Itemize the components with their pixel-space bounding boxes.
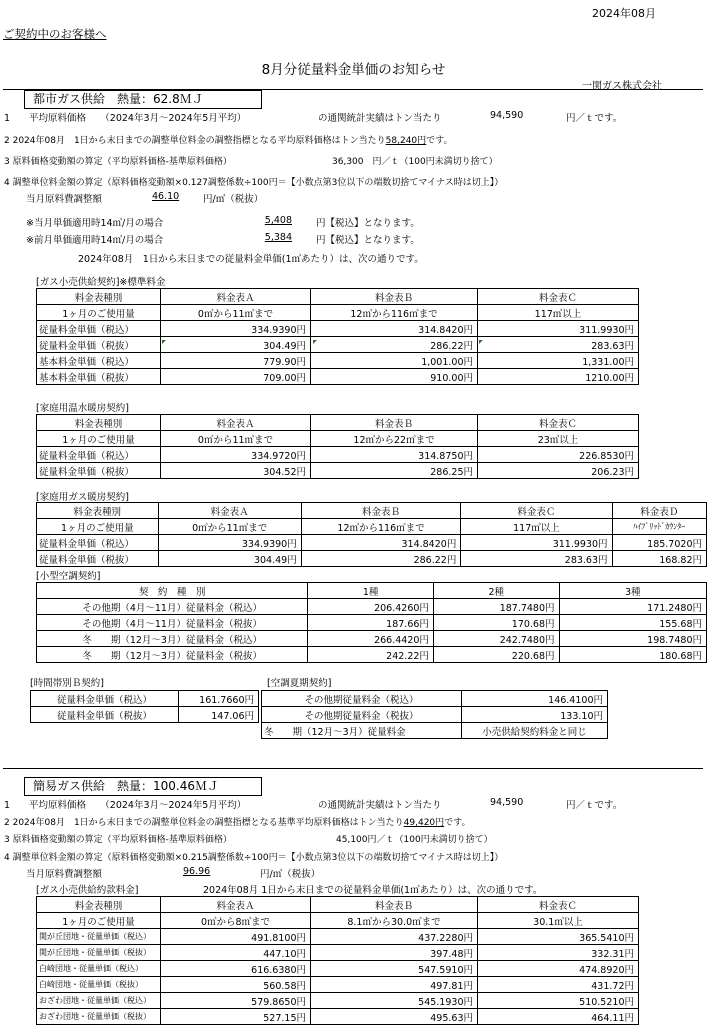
simple-line-2: 2 2024年08月 1日から末日までの調整単位料金の調整指標となる基準平均原料価格はトン当たり49,420円です。 [4,818,471,828]
table-row [37,929,639,945]
table-cell: 0㎥から11㎥まで [161,431,311,447]
table-cell: 30.1㎥以上 [478,913,639,929]
row-label-cell: 従量料金単価（税込） [37,535,159,551]
table-header-row [37,897,639,913]
table-header-cell: 料金表Ｂ [311,415,478,431]
row-label-cell: 従量料金単価（税抜） [37,551,159,567]
table-simple [36,896,639,1025]
table-row [37,551,707,567]
table-row [262,707,608,723]
row-label-cell: 1ヶ月のご使用量 [37,519,159,535]
table-cell: 180.68円 [559,647,706,663]
table-cell: 447.10円 [161,945,311,961]
table-cell: 12㎥から22㎥まで [311,431,478,447]
document-date: 2024年08月 [592,7,656,20]
table-header-cell: 3種 [559,583,706,599]
table-cell: 117㎥以上 [461,519,612,535]
table-header-cell: 料金表種別 [37,289,161,305]
table-cell: 226.8530円 [478,447,639,463]
table-time-b [30,690,259,723]
table-header-row [37,583,707,599]
table-cell: 334.9390円 [158,535,301,551]
simple-price-change: 45,100円／ｔ（100円未満切り捨て） [336,835,493,845]
table-row [37,321,639,337]
table-time-b-label: [時間帯別Ｂ契約] [30,678,104,689]
table-row [37,463,639,479]
table-row [37,961,639,977]
table-cell: 1210.00円 [478,369,639,385]
cell-marker-icon [162,340,166,344]
city-price-change: 36,300 円／ｔ（100円未満切り捨て） [332,157,498,167]
row-label-cell: 従量料金単価（税込） [37,321,161,337]
simple-line-1-d: 円／ｔです。 [566,800,623,811]
simple-adjust-unit: 円/㎥（税抜） [260,869,321,880]
row-label-cell: 従量料金単価（税込） [37,447,161,463]
table-cell: 365.5410円 [478,929,639,945]
table-row [37,431,639,447]
table-cell: 147.06円 [179,707,259,723]
table-summer-ac [261,690,608,739]
city-gas-heading: 都市ガス供給 熱量：62.8ＭＪ [24,90,262,109]
table-row [37,647,707,663]
table-header-row [37,415,639,431]
table-row [37,615,707,631]
table-cell: 187.7480円 [433,599,559,615]
table-header-cell: 料金表Ｃ [461,503,612,519]
table-header-row [31,691,259,707]
table-cell: 187.66円 [308,615,434,631]
table-gas-heating [36,502,707,567]
table-cell: 0㎥から11㎥まで [161,305,311,321]
table-cell: 242.7480円 [433,631,559,647]
table-hot-water-label: [家庭用温水暖房契約] [36,403,129,414]
table-row [37,1009,639,1025]
table-cell: 491.8100円 [161,929,311,945]
row-label-cell: 基本料金単価（税込） [37,353,161,369]
note-prev-label: ※前月単価適用時14㎥/月の場合 [26,235,164,246]
row-label-cell: その他期（4月～11月）従量料金（税込） [37,599,308,615]
simple-line-4: 4 調整単位料金額の算定（原料価格変動額×0.215調整係数÷100円＝【小数点第3位以下の端数切捨てマイナス時は切上】） [4,853,504,863]
row-label-cell: おざわ団地・従量単価（税抜） [37,1009,161,1025]
table-row [37,305,639,321]
row-label-cell: 白崎団地・従量単価（税抜） [37,977,161,993]
table-header-cell: 料金表種別 [37,503,159,519]
table-header-cell: 1種 [308,583,434,599]
table-cell: 545.1930円 [311,993,478,1009]
table-cell: ﾊｲﾌﾞﾘｯﾄﾞｶｳﾝﾀｰ [612,519,706,535]
table-header-cell: その他期従量料金（税込） [262,691,462,707]
table-cell: 474.8920円 [478,961,639,977]
cell-marker-icon [479,340,483,344]
section-divider [3,768,703,769]
table-row [37,519,707,535]
table-cell: 171.2480円 [559,599,706,615]
simple-adjust-label: 当月原料費調整額 [26,869,103,880]
table-cell: 286.22円 [311,337,478,353]
table-header-cell: 契 約 種 別 [37,583,308,599]
row-label-cell: 冬 期（12月～3月）従量料金（税込） [37,631,308,647]
table-cell: 286.25円 [311,463,478,479]
table-header-cell: 料金表Ａ [158,503,301,519]
company-name: 一関ガス株式会社 [582,81,662,92]
row-label-cell: 白崎団地・従量単価（税込） [37,961,161,977]
simple-base-price: 49,420円 [403,818,445,828]
table-cell: 616.6380円 [161,961,311,977]
table-cell: 155.68円 [559,615,706,631]
table-header-cell: 料金表種別 [37,415,161,431]
simple-avg-price: 94,590 [490,797,524,808]
table-standard [36,288,639,385]
table-row [37,913,639,929]
table-cell: 304.49円 [161,337,311,353]
table-cell: 560.58円 [161,977,311,993]
city-adjust-unit: 円/㎥（税抜） [203,194,264,205]
table-standard-label: [ガス小売供給契約]※標準料金 [36,277,166,288]
note-prev-value: 5,384 [264,232,292,243]
table-cell: 311.9930円 [478,321,639,337]
table-cell: 334.9390円 [161,321,311,337]
row-label-cell: 1ヶ月のご使用量 [37,431,161,447]
row-label-cell: 1ヶ月のご使用量 [37,913,161,929]
table-header-row [37,503,707,519]
table-cell: 12㎥から116㎥まで [311,305,478,321]
city-line-1-d: 円／ｔです。 [566,113,623,124]
table-header-cell: 料金表Ｂ [311,289,478,305]
city-adjust-label: 当月原料費調整額 [26,194,103,205]
table-cell: 397.48円 [311,945,478,961]
table-header-cell: 料金表Ｄ [612,503,706,519]
table-header-cell: 従量料金単価（税込） [31,691,179,707]
table-small-ac [36,582,707,663]
page-title: 8月分従量料金単価のお知らせ [261,62,446,78]
row-label-cell: おざわ団地・従量単価（税込） [37,993,161,1009]
cell-marker-icon [313,340,317,344]
table-small-ac-label: [小型空調契約] [36,571,101,582]
table-row [37,993,639,1009]
table-cell: 0㎥から8㎥まで [161,913,311,929]
city-line-3: 3 原料価格変動額の算定（平均原料価格-基準原料価格） [4,157,232,167]
table-row [37,631,707,647]
table-cell: 286.22円 [301,551,461,567]
table-cell: 206.4260円 [308,599,434,615]
table-cell: 206.23円 [478,463,639,479]
table-row [37,369,639,385]
table-cell: 266.4420円 [308,631,434,647]
table-cell: 709.00円 [161,369,311,385]
table-cell: 198.7480円 [559,631,706,647]
simple-line-1: 1 平均原料価格 （2024年3月～2024年5月平均） [4,800,247,811]
table-header-cell: 料金表Ａ [161,415,311,431]
table-header-cell: 料金表Ｂ [301,503,461,519]
table-header-cell: 料金表Ａ [161,289,311,305]
table-cell: 304.52円 [161,463,311,479]
table-cell: 311.9930円 [461,535,612,551]
table-cell: 779.90円 [161,353,311,369]
table-cell: 170.68円 [433,615,559,631]
row-label-cell: 基本料金単価（税抜） [37,369,161,385]
row-label-cell: 関が丘団地・従量単価（税抜） [37,945,161,961]
table-summer-ac-label: [空調夏期契約] [267,678,332,689]
city-line-4: 4 調整単位料金額の算定（原料価格変動額×0.127調整係数÷100円＝【小数点第3位以下の端数切捨てマイナス時は切上】） [4,178,504,188]
table-cell: 12㎥から116㎥まで [301,519,461,535]
table-cell: 314.8420円 [301,535,461,551]
table-cell: 1,001.00円 [311,353,478,369]
table-cell: 220.68円 [433,647,559,663]
table-cell: 495.63円 [311,1009,478,1025]
city-line-2: 2 2024年08月 1日から末日までの調整単位料金の調整指標となる平均原料価格はトン当たり58,240円です。 [4,136,453,146]
row-label-cell: 1ヶ月のご使用量 [37,305,161,321]
table-hot-water [36,414,639,479]
table-cell: 497.81円 [311,977,478,993]
table-header-cell: 料金表Ｂ [311,897,478,913]
table-cell: 332.31円 [478,945,639,961]
table-cell: 133.10円 [462,707,608,723]
table-row [37,599,707,615]
table-cell: 547.5910円 [311,961,478,977]
table-row [37,945,639,961]
simple-adjust-value: 96.96 [183,866,211,877]
row-label-cell: その他期（4月～11月）従量料金（税抜） [37,615,308,631]
row-label-cell: 従量料金単価（税抜） [37,463,161,479]
row-label-cell: 従量料金単価（税抜） [37,337,161,353]
table-cell: 283.63円 [461,551,612,567]
city-line-1-b: の通関統計実績はトン当たり [318,113,442,124]
table-gas-heating-label: [家庭用ガス暖房契約] [36,492,129,503]
greeting: ご契約中のお客様へ [3,27,107,41]
table-cell: 314.8750円 [311,447,478,463]
table-cell: 0㎥から11㎥まで [158,519,301,535]
table-cell: 185.7020円 [612,535,706,551]
table-cell: 464.11円 [478,1009,639,1025]
simple-line-3: 3 原料価格変動額の算定（平均原料価格-基準原料価格） [4,835,232,845]
table-header-cell: 161.7660円 [179,691,259,707]
city-adjust-value: 46.10 [152,191,180,202]
table-cell: 910.00円 [311,369,478,385]
table-cell: 431.72円 [478,977,639,993]
table-header-cell: 146.4100円 [462,691,608,707]
table-header-cell: 2種 [433,583,559,599]
table-header-cell: 料金表Ａ [161,897,311,913]
table-cell: 334.9720円 [161,447,311,463]
table-cell: 242.22円 [308,647,434,663]
city-line-1: 1 平均原料価格 （2024年3月～2024年5月平均） [4,113,247,124]
table-header-row [262,691,608,707]
note-current-tail: 円【税込】となります。 [316,218,420,229]
table-header-row [37,289,639,305]
city-base-price: 58,240円 [385,136,427,146]
table-cell: 168.82円 [612,551,706,567]
table-cell: 527.15円 [161,1009,311,1025]
table-header-cell: 料金表Ｃ [478,897,639,913]
row-label-cell: 従量料金単価（税抜） [31,707,179,723]
table-simple-label: [ガス小売供給約款料金] [36,885,139,896]
table-row [37,353,639,369]
note-prev-tail: 円【税込】となります。 [316,235,420,246]
table-row [262,723,608,739]
table-cell: 8.1㎥から30.0㎥まで [311,913,478,929]
row-label-cell: 冬 期（12月～3月）従量料金（税抜） [37,647,308,663]
table-cell: 小売供給契約料金と同じ [462,723,608,739]
table-header-cell: 料金表種別 [37,897,161,913]
table-row [37,447,639,463]
simple-gas-heading: 簡易ガス供給 熱量：100.46ＭＪ [24,777,262,796]
table-row [37,535,707,551]
table-cell: 117㎥以上 [478,305,639,321]
table-cell: 1,331.00円 [478,353,639,369]
simple-intro: 2024年08月 1日から末日までの従量料金単価(1㎥あたり）は、次の通りです。 [203,885,543,896]
table-row [37,977,639,993]
city-avg-price: 94,590 [490,110,524,121]
row-label-cell: 冬 期（12月～3月）従量料金 [262,723,462,739]
row-label-cell: 関が丘団地・従量単価（税込） [37,929,161,945]
table-cell: 304.49円 [158,551,301,567]
simple-line-1-b: の通関統計実績はトン当たり [318,800,442,811]
table-row [31,707,259,723]
table-header-cell: 料金表Ｃ [478,415,639,431]
note-current-value: 5,408 [264,215,292,226]
table-cell: 283.63円 [478,337,639,353]
row-label-cell: その他期従量料金（税抜） [262,707,462,723]
city-intro: 2024年08月 1日から末日までの従量料金単価(1㎥あたり）は、次の通りです。 [78,254,424,265]
table-cell: 314.8420円 [311,321,478,337]
note-current-label: ※当月単価適用時14㎥/月の場合 [26,218,164,229]
table-cell: 510.5210円 [478,993,639,1009]
table-row [37,337,639,353]
table-header-cell: 料金表Ｃ [478,289,639,305]
table-cell: 579.8650円 [161,993,311,1009]
table-cell: 437.2280円 [311,929,478,945]
table-cell: 23㎥以上 [478,431,639,447]
